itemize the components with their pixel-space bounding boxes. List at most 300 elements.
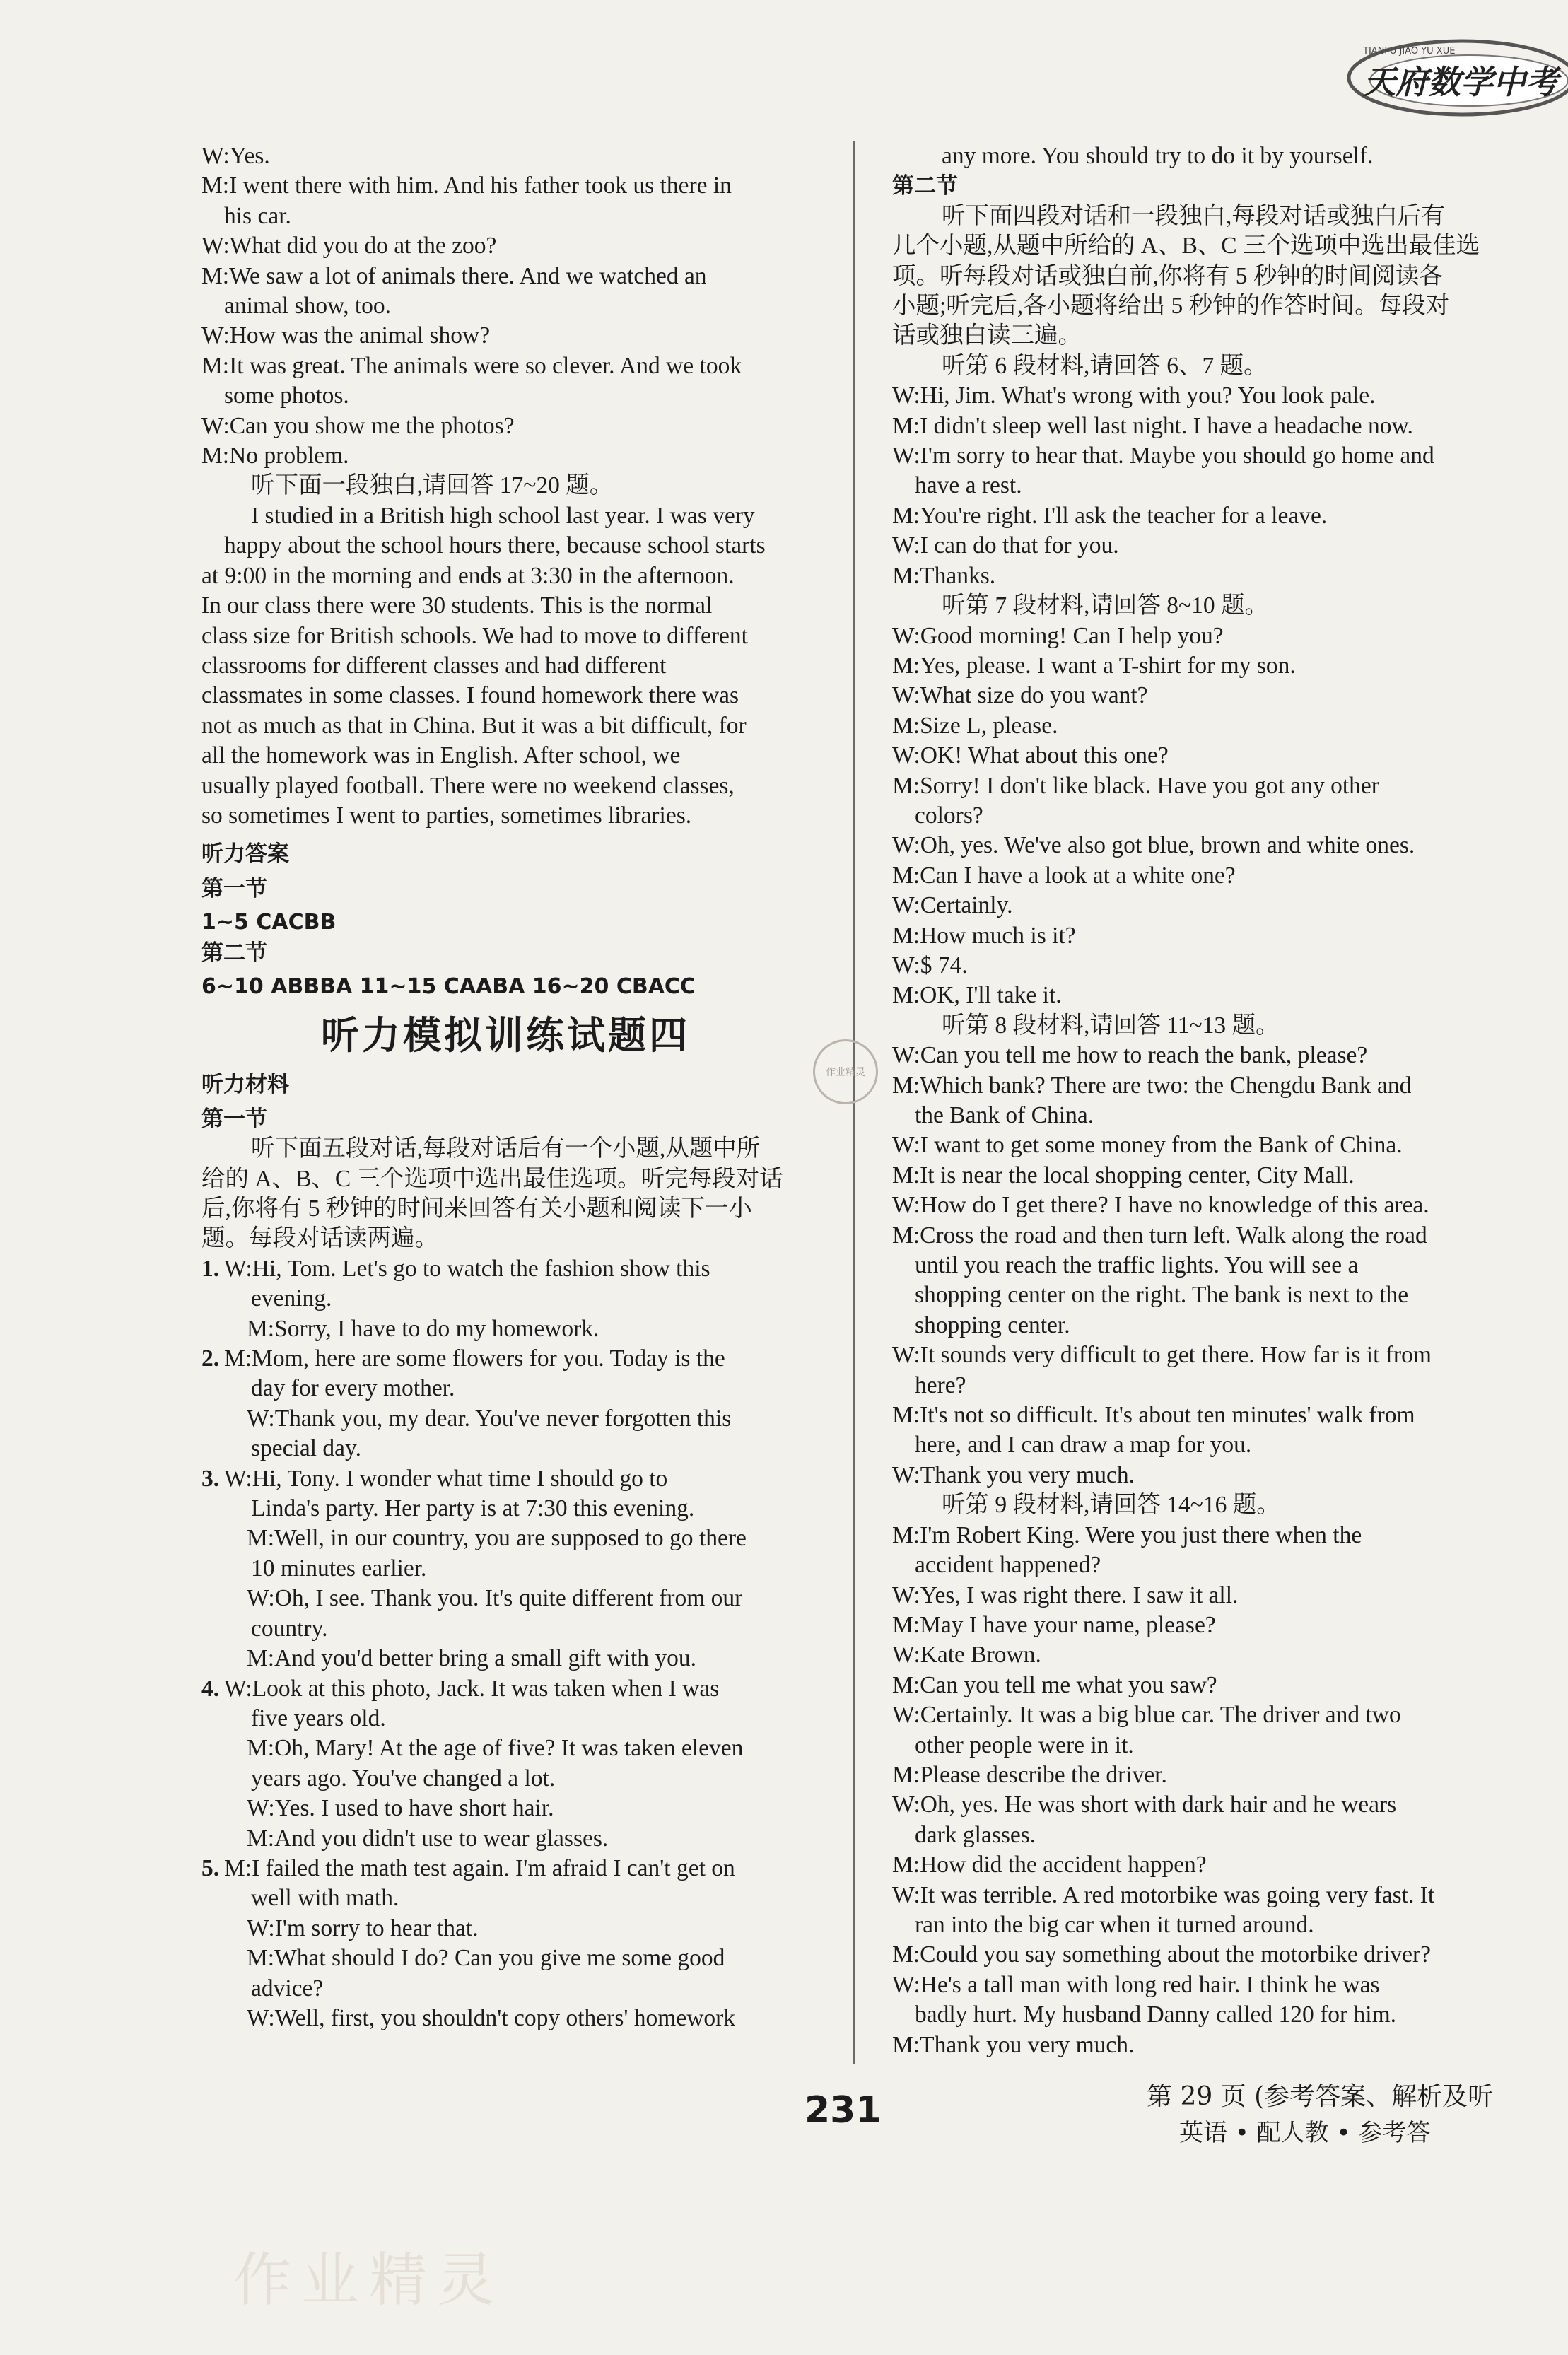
text-line [892,1640,1507,1670]
line-text: Hi, Tom. Let's go to watch the fashion show this [252,1255,710,1282]
text-line [201,1883,809,1913]
footer-subject-label: 英语 • 配人教 • 参考答 [1179,2119,1431,2147]
line-text: Can you show me the photos? [229,412,515,439]
line-text: happy about the school hours there, because school starts [224,532,766,559]
text-line [201,1554,809,1584]
text-line [201,171,809,201]
text-line [892,351,1507,381]
instruction-line: 给的 A、B、C 三个选项中选出最佳选项。听完每段对话 [201,1165,783,1192]
instruction-line: 题。每段对话读两遍。 [201,1225,438,1252]
line-text: Kate Brown. [920,1642,1041,1669]
line-text: Hi, Tony. I wonder what time I should go to [252,1465,668,1492]
text-line [201,1524,809,1553]
text-line [892,1521,1507,1550]
question-number [201,1314,224,1344]
right-column [892,141,1507,2060]
line-text: shopping center. [915,1311,1070,1338]
line-text: I'm sorry to hear that. [274,1915,479,1941]
text-line [892,681,1507,711]
text-line [892,1401,1507,1430]
speaker-label: W: [892,832,920,859]
text-line [892,651,1507,681]
line-text: dark glasses. [915,1821,1036,1848]
line-text: accident happened? [915,1552,1101,1579]
question-number [201,2004,224,2033]
text-line [892,1550,1507,1580]
speaker-label: M: [224,1345,252,1372]
text-line [892,771,1507,801]
line-text: 几个小题,从题中所给的 A、B、C 三个选项中选出最佳选 [892,233,1480,259]
question-number [201,1524,224,1553]
speaker-label: W: [247,1585,275,1612]
question-number [201,1434,224,1463]
text-line [201,1674,809,1704]
text-line [201,651,809,681]
speaker-label: M: [892,1671,920,1698]
line-text: 听第 6 段材料,请回答 6、7 题。 [942,352,1268,379]
text-line [892,2030,1507,2060]
line-text: In our class there were 30 students. This is the normal [201,592,713,619]
section-instructions [201,1134,809,1254]
question-number [201,1734,224,1763]
question-number [201,1404,224,1434]
line-text: Yes. I used to have short hair. [274,1795,554,1822]
text-line [892,171,1507,201]
text-line [201,141,809,171]
instruction-line: 后,你将有 5 秒钟的时间来回答有关小题和阅读下一小 [201,1196,752,1222]
text-line [892,891,1507,921]
speaker-label: W: [892,443,920,469]
line-text: No problem. [229,443,349,469]
question-number [201,1584,224,1613]
text-line [892,531,1507,561]
line-text: classrooms for different classes and had different [201,652,667,679]
text-line [892,441,1507,471]
text-line [892,1280,1507,1310]
speaker-label: M: [247,1825,275,1852]
text-line [201,1614,809,1644]
speaker-label: W: [892,892,920,919]
text-line [201,381,809,411]
question-number [201,1614,224,1644]
text-line [201,741,809,771]
line-text: other people were in it. [915,1731,1134,1758]
left-column [201,141,809,2033]
line-text: It was terrible. A red motorbike was going very fast. It [920,1881,1435,1908]
line-text: Mom, here are some flowers for you. Today is the [252,1345,725,1372]
text-line [892,621,1507,651]
speaker-label: M: [892,1521,920,1548]
speaker-label: M: [247,1645,275,1672]
line-text: Oh, yes. We've also got blue, brown and white ones. [920,832,1415,859]
line-text: We saw a lot of animals there. And we watched an [229,262,707,289]
text-line [201,411,809,441]
speaker-label: M: [892,1222,920,1249]
text-line [892,1611,1507,1640]
text-line [892,1850,1507,1880]
speaker-label: W: [892,1342,920,1369]
text-line [892,1191,1507,1220]
text-line [892,921,1507,951]
question-number [201,1494,224,1524]
line-text: well with math. [251,1885,399,1912]
line-text: Oh, I see. Thank you. It's quite different from our [274,1585,743,1612]
line-text: You're right. I'll ask the teacher for a leave. [920,502,1328,529]
text-line [892,1970,1507,2000]
line-text: Thank you very much. [920,2031,1135,2058]
text-line [892,831,1507,860]
text-line [892,501,1507,531]
watermark-stamp [813,1039,878,1104]
text-line [892,741,1507,771]
speaker-label: W: [892,1642,920,1669]
text-line [892,141,1507,171]
question-number: 4. [201,1675,220,1702]
speaker-label: M: [892,1941,920,1968]
text-line [892,1071,1507,1101]
line-text: 项。听每段对话或独白前,你将有 5 秒钟的时间阅读各 [892,262,1443,289]
line-text: 10 minutes earlier. [251,1555,427,1582]
line-text: have a rest. [915,472,1022,499]
speaker-label: M: [892,2031,920,2058]
line-text: It sounds very difficult to get there. How far is it from [920,1342,1432,1369]
text-line [892,1371,1507,1401]
text-line [892,711,1507,741]
line-text: Cross the road and then turn left. Walk along the road [920,1222,1427,1249]
text-line [201,1584,809,1613]
speaker-label: W: [201,412,230,439]
line-text: his car. [224,202,291,229]
right-dialogue-block [892,141,1507,2060]
line-text: Thank you very much. [920,1461,1135,1488]
line-text: Which bank? There are two: the Chengdu Bank and [920,1072,1412,1099]
line-text: 听下面四段对话和一段独白,每段对话或独白后有 [942,202,1445,229]
text-line [892,981,1507,1010]
speaker-label: M: [892,1402,920,1429]
speaker-label: W: [892,382,920,409]
text-line [892,1700,1507,1730]
speaker-label: M: [201,352,230,379]
text-line [892,321,1507,351]
speaker-label: W: [892,682,920,709]
text-line [892,1041,1507,1070]
line-text: Could you say something about the motorbike driver? [920,1941,1432,1968]
line-text: How did the accident happen? [920,1852,1207,1878]
line-text: the Bank of China. [915,1102,1094,1128]
text-line [892,1581,1507,1611]
line-text: What did you do at the zoo? [229,233,497,259]
line-text: evening. [251,1285,332,1312]
question-number [201,1704,224,1734]
line-text: 听下面一段独白,请回答 17~20 题。 [251,472,614,499]
line-text: Well, in our country, you are supposed to go there [274,1525,747,1552]
text-line [201,1314,809,1344]
question-number [201,1284,224,1314]
speaker-label: M: [247,1315,275,1342]
speaker-label: M: [892,772,920,799]
speaker-label: M: [892,562,920,589]
speaker-label: M: [892,1611,920,1638]
speaker-label: W: [892,1582,920,1608]
text-line [201,801,809,831]
line-text: Linda's party. Her party is at 7:30 this evening. [251,1495,695,1522]
speaker-label: W: [892,622,920,649]
speaker-label: W: [892,1702,920,1729]
text-line [892,1251,1507,1280]
question-number [201,1554,224,1584]
text-line [201,441,809,471]
text-line [892,1011,1507,1041]
instruction-line: 听下面五段对话,每段对话后有一个小题,从题中所 [251,1135,761,1162]
watermark-text: 作业精灵 [233,2247,505,2314]
question-number [201,1883,224,1913]
text-line [892,1821,1507,1850]
speaker-label: W: [224,1255,252,1282]
logo-icon [1335,21,1568,134]
text-line [201,531,809,561]
text-line [892,471,1507,501]
speaker-label: M: [892,862,920,889]
text-line [201,1464,809,1494]
text-line [892,1430,1507,1460]
speaker-label: M: [892,982,920,1009]
line-text: And you didn't use to wear glasses. [274,1825,609,1852]
line-text: five years old. [251,1705,386,1731]
text-line [892,1760,1507,1790]
question-number [201,1824,224,1854]
line-text: I want to get some money from the Bank of China. [920,1132,1403,1159]
question-number: 3. [201,1465,220,1492]
speaker-label: W: [247,1405,275,1432]
text-line [892,1221,1507,1251]
text-line [892,1731,1507,1760]
text-line [201,1854,809,1883]
speaker-label: M: [892,1072,920,1099]
speaker-label: M: [892,502,920,529]
text-line [201,1284,809,1314]
line-text: colors? [915,802,983,829]
line-text: badly hurt. My husband Danny called 120 for him. [915,2002,1397,2028]
question-number [201,1974,224,2004]
text-line [892,291,1507,321]
line-text: And you'd better bring a small gift with you. [274,1645,696,1672]
speaker-label: W: [892,952,920,978]
line-text: Can I have a look at a white one? [920,862,1236,889]
speaker-label: M: [892,412,920,439]
line-text: 小题;听完后,各小题将给出 5 秒钟的作答时间。每段对 [892,293,1450,320]
page-number: 231 [805,2089,882,2132]
line-text: some photos. [224,382,349,409]
text-line [892,231,1507,261]
speaker-label: W: [892,1042,920,1069]
text-line [892,1311,1507,1340]
line-text: I failed the math test again. I'm afraid I can't get on [252,1854,735,1881]
speaker-label: M: [247,1525,275,1552]
line-text: Can you tell me what you saw? [920,1671,1217,1698]
line-text: until you reach the traffic lights. You will see a [915,1252,1359,1279]
text-line [892,1490,1507,1520]
material-section1: 第一节 [201,1106,267,1132]
text-line [892,381,1507,411]
text-line [892,201,1507,231]
line-text: animal show, too. [224,293,392,320]
answers-heading: 听力答案 [201,841,289,867]
speaker-label: M: [247,1945,275,1972]
line-text: Good morning! Can I help you? [920,622,1224,649]
line-text: day for every mother. [251,1375,455,1402]
line-text: Yes. [229,143,270,169]
speaker-label: M: [247,1735,275,1762]
line-text: at 9:00 in the morning and ends at 3:30 in the afternoon. [201,562,735,589]
line-text: What should I do? Can you give me some good [274,1945,725,1972]
text-line [201,681,809,711]
text-line [201,1494,809,1524]
answers-row1: 1~5 CACBB [201,910,337,935]
text-line [201,1914,809,1944]
text-line [201,351,809,381]
section-title-four: 听力模拟训练试题四 [321,1013,690,1058]
speaker-label: W: [892,1461,920,1488]
text-line [201,771,809,801]
speaker-label: W: [892,1881,920,1908]
line-text: OK! What about this one? [920,742,1169,769]
text-line [201,2004,809,2033]
speaker-label: W: [247,2004,275,2031]
speaker-label: W: [224,1465,252,1492]
speaker-label: W: [892,1132,920,1159]
text-line [892,1940,1507,1970]
text-line [201,201,809,231]
text-line [201,262,809,291]
text-line [201,1944,809,1973]
speaker-label: W: [201,143,230,169]
text-line [892,591,1507,621]
speaker-label: W: [892,742,920,769]
text-line [201,1824,809,1854]
line-text: Thanks. [920,562,996,589]
text-line [892,1461,1507,1490]
text-line [201,231,809,261]
text-line [201,1764,809,1794]
text-line [201,711,809,741]
text-line [892,1340,1507,1370]
speaker-label: M: [201,173,230,199]
text-line [201,1734,809,1763]
question-number [201,1794,224,1823]
speaker-label: W: [892,1792,920,1818]
line-text: 第二节 [892,173,958,199]
line-text: Hi, Jim. What's wrong with you? You look pale. [920,382,1376,409]
line-text: OK, I'll take it. [920,982,1062,1009]
line-text: class size for British schools. We had to move to different [201,622,748,649]
text-line [201,621,809,651]
text-line [201,501,809,531]
logo-pinyin: TIANFU JIAO YU XUE [1363,46,1456,57]
line-text: How do I get there? I have no knowledge of this area. [920,1192,1429,1219]
text-line [892,561,1507,591]
speaker-label: M: [224,1854,252,1881]
text-line [201,591,809,621]
line-text: I can do that for you. [920,532,1119,559]
question-number [201,1374,224,1403]
line-text: here? [915,1372,966,1398]
line-text: He's a tall man with long red hair. I think he was [920,1971,1380,1998]
speaker-label: M: [892,1162,920,1188]
text-line [201,1794,809,1823]
speaker-label: M: [201,443,230,469]
line-text: country. [251,1615,328,1642]
line-text: usually played football. There were no weekend classes, [201,772,735,799]
stamp-text: 作业精灵 [826,1067,865,1078]
answers-section2: 第二节 [201,940,267,966]
question-number [201,1914,224,1944]
speaker-label: W: [201,322,230,349]
text-line [892,1671,1507,1700]
line-text: 听第 9 段材料,请回答 14~16 题。 [942,1492,1280,1519]
text-line [201,561,809,591]
line-text: I'm Robert King. Were you just there when the [920,1521,1362,1548]
speaker-label: M: [892,1852,920,1878]
line-text: Size L, please. [920,712,1058,739]
text-line [892,2000,1507,2030]
line-text: 话或独白读三遍。 [892,322,1082,349]
short-dialogues [201,1254,809,2034]
line-text: ran into the big car when it turned around. [915,1911,1314,1938]
speaker-label: W: [892,1192,920,1219]
line-text: Certainly. [920,892,1013,919]
text-line [201,1704,809,1734]
left-dialogue-block [201,141,809,831]
line-text: I studied in a British high school last year. I was very [251,502,755,529]
line-text: here, and I can draw a map for you. [915,1432,1252,1459]
speaker-label: M: [892,922,920,949]
line-text: so sometimes I went to parties, sometimes libraries. [201,802,692,829]
text-line [201,1434,809,1463]
speaker-label: W: [892,532,920,559]
line-text: special day. [251,1435,361,1462]
text-line [201,1974,809,2004]
text-line [201,1404,809,1434]
line-text: advice? [251,1975,324,2002]
line-text: Yes, I was right there. I saw it all. [920,1582,1239,1608]
text-line [201,1344,809,1374]
footer-page-label: 第 29 页 (参考答案、解析及听 [1147,2082,1494,2111]
question-number: 2. [201,1345,220,1372]
text-line [892,1101,1507,1130]
text-line [201,1254,809,1284]
speaker-label: M: [892,1761,920,1788]
question-number: 1. [201,1255,220,1282]
line-text: 听第 8 段材料,请回答 11~13 题。 [942,1012,1280,1039]
line-text: Well, first, you shouldn't copy others' homework [274,2004,736,2031]
line-text: Sorry! I don't like black. Have you got any other [920,772,1379,799]
speaker-label: W: [247,1795,275,1822]
material-heading: 听力材料 [201,1072,289,1098]
text-line [892,1161,1507,1191]
line-text: Certainly. It was a big blue car. The driver and two [920,1702,1401,1729]
question-number: 5. [201,1854,220,1881]
text-line [892,1881,1507,1910]
text-line [892,951,1507,981]
line-text: Please describe the driver. [920,1761,1167,1788]
line-text: How was the animal show? [229,322,491,349]
line-text: Look at this photo, Jack. It was taken when I was [252,1675,720,1702]
line-text: I didn't sleep well last night. I have a headache now. [920,412,1413,439]
line-text: Yes, please. I want a T-shirt for my son. [920,652,1296,679]
text-line [892,1130,1507,1160]
text-line [201,471,809,501]
line-text: Oh, Mary! At the age of five? It was taken eleven [274,1735,744,1762]
